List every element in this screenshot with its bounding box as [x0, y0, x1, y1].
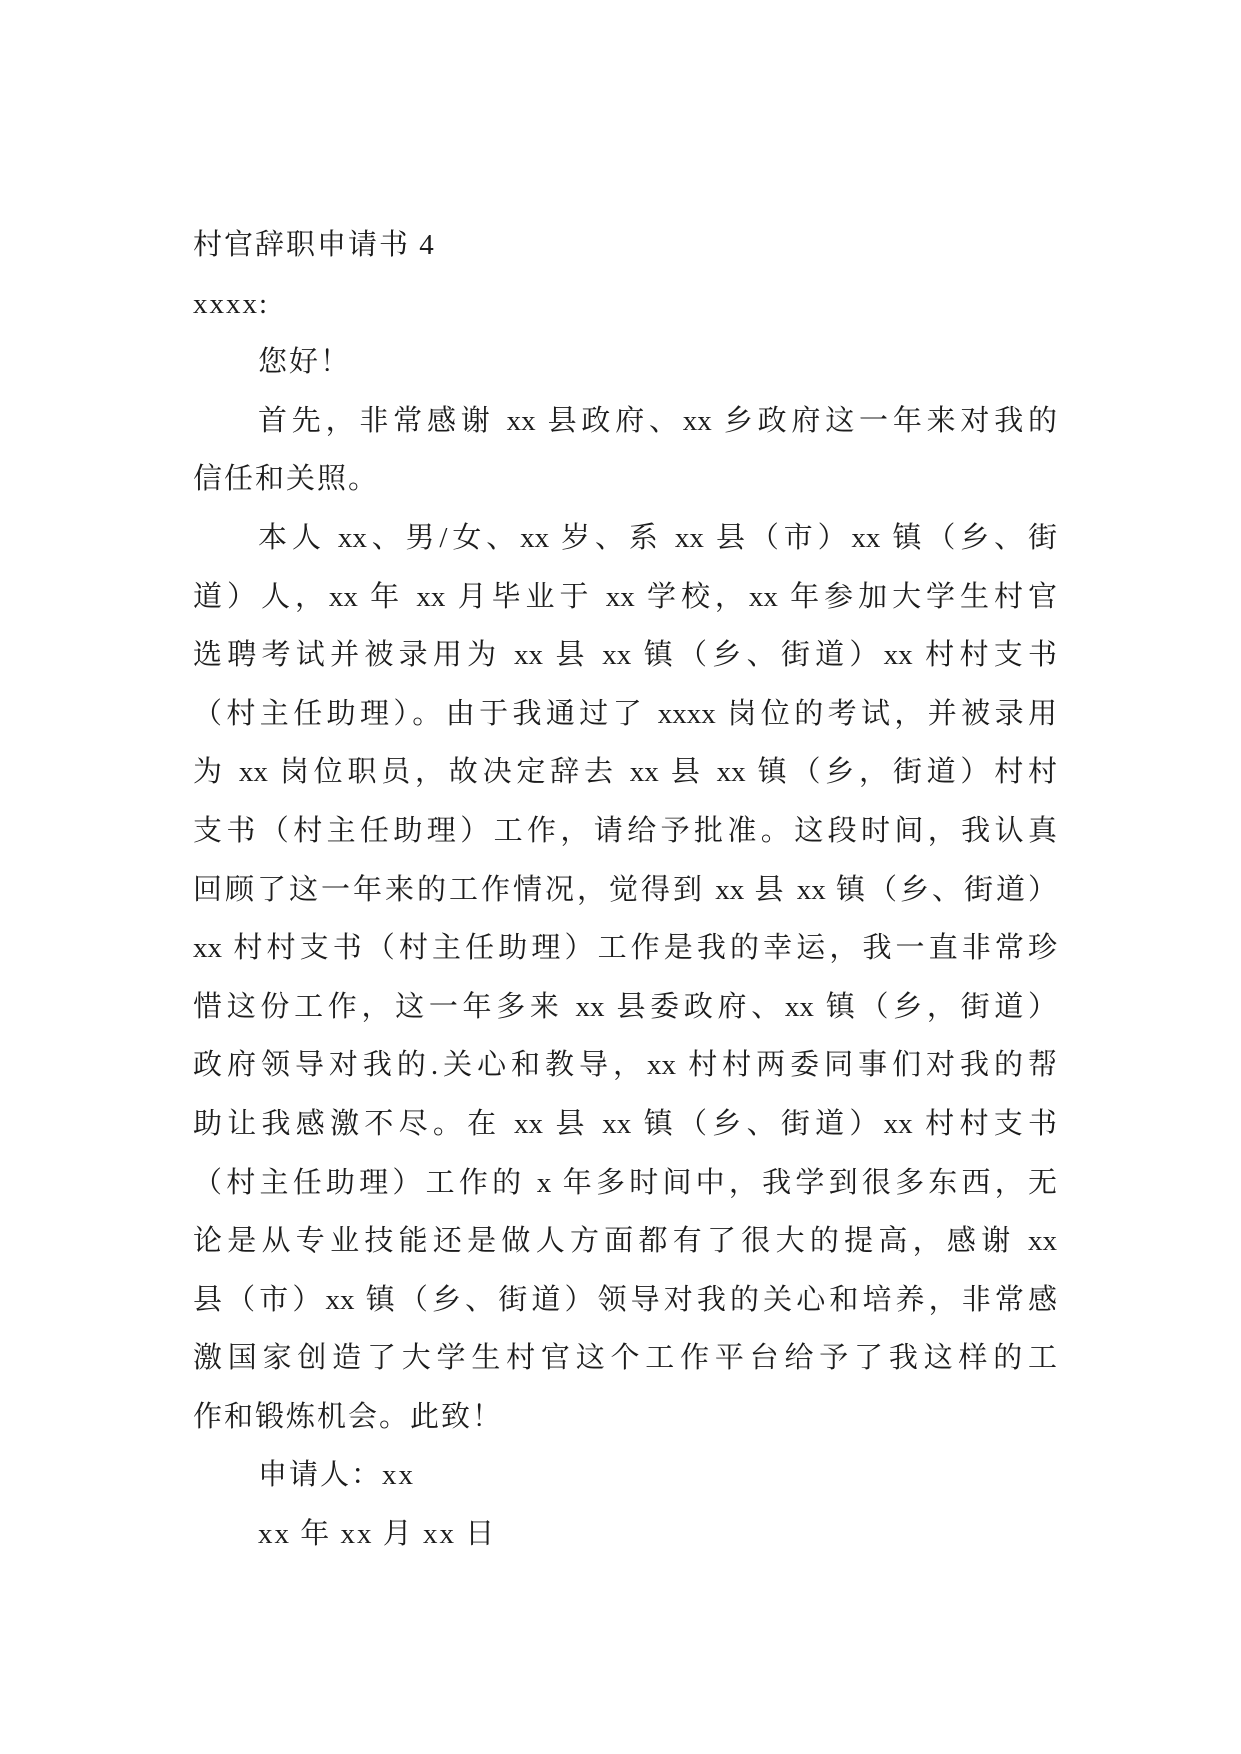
paragraph-line: 为 xx 岗位职员，故决定辞去 xx 县 xx 镇（乡，街道）村村 — [193, 756, 1057, 789]
signature-date: xx 年 xx 月 xx 日 — [258, 1518, 497, 1551]
document-title: 村官辞职申请书 4 — [193, 229, 436, 261]
salutation: xxxx: — [193, 287, 270, 320]
applicant-signature: 申请人：xx — [258, 1459, 416, 1492]
paragraph-line: 政府领导对我的.关心和教导，xx 村村两委同事们对我的帮 — [193, 1049, 1057, 1082]
paragraph — [193, 392, 1057, 509]
paragraph-line: 支书（村主任助理）工作，请给予批准。这段时间，我认真 — [193, 814, 1057, 847]
paragraph-line: 回顾了这一年来的工作情况，觉得到 xx 县 xx 镇（乡、街道） — [193, 873, 1057, 906]
paragraph-line: 信任和关照。 — [193, 463, 380, 496]
document-body — [193, 216, 1057, 1564]
paragraph-line: 首先，非常感谢 xx 县政府、xx 乡政府这一年来对我的 — [258, 404, 1057, 437]
paragraph-line: 论是从专业技能还是做人方面都有了很大的提高，感谢 xx — [193, 1225, 1057, 1258]
paragraph-line: 激国家创造了大学生村官这个工作平台给予了我这样的工 — [193, 1342, 1057, 1375]
paragraph-line: 惜这份工作，这一年多来 xx 县委政府、xx 镇（乡，街道） — [193, 990, 1057, 1023]
greeting: 您好！ — [258, 346, 352, 379]
paragraph-line: （村主任助理）工作的 x 年多时间中，我学到很多东西，无 — [193, 1166, 1057, 1199]
paragraph-line: 助让我感激不尽。在 xx 县 xx 镇（乡、街道）xx 村村支书 — [193, 1107, 1057, 1140]
paragraph-line: （村主任助理）。由于我通过了 xxxx 岗位的考试，并被录用 — [193, 697, 1057, 730]
paragraph-line: 本人 xx、男/女、xx 岁、系 xx 县（市）xx 镇（乡、街 — [258, 521, 1057, 554]
signature-block — [193, 1446, 1057, 1563]
paragraph — [193, 509, 1057, 1447]
paragraph-line: 作和锻炼机会。此致！ — [193, 1400, 504, 1433]
paragraph-line: 道）人，xx 年 xx 月毕业于 xx 学校，xx 年参加大学生村官 — [193, 580, 1057, 613]
paragraph-line: 选聘考试并被录用为 xx 县 xx 镇（乡、街道）xx 村村支书 — [193, 639, 1057, 672]
paragraph-line: xx 村村支书（村主任助理）工作是我的幸运，我一直非常珍 — [193, 932, 1057, 965]
paragraph-line: 县（市）xx 镇（乡、街道）领导对我的关心和培养，非常感 — [193, 1283, 1057, 1316]
